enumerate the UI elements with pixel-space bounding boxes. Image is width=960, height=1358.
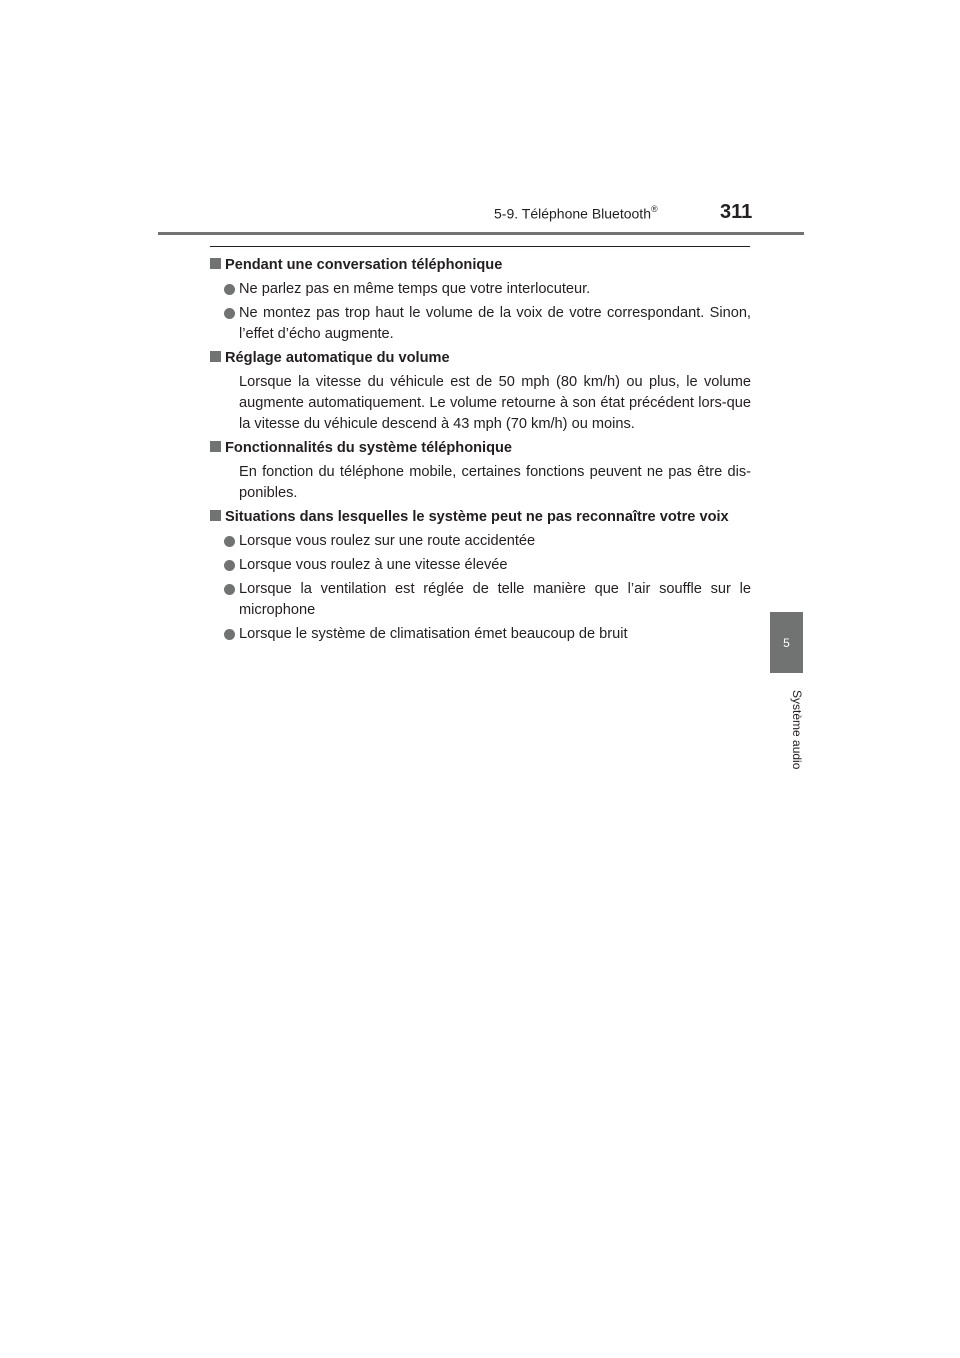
running-header	[494, 205, 658, 222]
section-heading-text: Pendant une conversation téléphonique	[225, 257, 503, 273]
section-heading-text: Situations dans lesquelles le système peut ne pas reconnaître votre voix	[225, 509, 729, 525]
circle-bullet-icon	[224, 584, 235, 595]
list-item	[210, 279, 751, 300]
list-item	[210, 579, 751, 621]
page-number: 311	[720, 201, 753, 223]
circle-bullet-icon	[224, 284, 235, 295]
chapter-number: 5	[783, 635, 790, 650]
list-item	[210, 555, 751, 576]
chapter-tab	[770, 612, 803, 673]
chapter-label: Système audio	[790, 690, 804, 770]
list-item	[210, 303, 751, 345]
section-heading	[210, 438, 751, 459]
circle-bullet-icon	[224, 629, 235, 640]
section-heading	[210, 348, 751, 369]
list-item-text: Lorsque la ventilation est réglée de telle manière que l’air souffle sur le microphone	[239, 581, 751, 618]
header-rule	[158, 232, 804, 235]
list-item-text: Lorsque le système de climatisation émet beaucoup de bruit	[239, 626, 628, 642]
list-item	[210, 531, 751, 552]
circle-bullet-icon	[224, 536, 235, 547]
square-bullet-icon	[210, 510, 221, 521]
section-heading	[210, 507, 751, 528]
circle-bullet-icon	[224, 560, 235, 571]
square-bullet-icon	[210, 441, 221, 452]
section-heading	[210, 255, 751, 276]
list-item-text: Lorsque vous roulez à une vitesse élevée	[239, 557, 508, 573]
page-content	[210, 255, 751, 648]
section-paragraph: Lorsque la vitesse du véhicule est de 50 mph (80 km/h) ou plus, le volume augmente automatiquement. Le volume retourne à son état précédent lors-que la vitesse du véhicule descend à 43 mph (70 km/h) ou moins.	[239, 374, 751, 432]
registered-mark: ®	[650, 204, 658, 214]
section-heading-text: Fonctionnalités du système téléphonique	[225, 440, 513, 456]
list-item	[210, 624, 751, 645]
circle-bullet-icon	[224, 308, 235, 319]
list-item-text: Lorsque vous roulez sur une route accidentée	[239, 533, 536, 549]
list-item-text: Ne parlez pas en même temps que votre interlocuteur.	[239, 281, 591, 297]
section-title: 5-9. Téléphone Bluetooth	[494, 205, 651, 222]
content-top-rule	[210, 246, 750, 247]
square-bullet-icon	[210, 351, 221, 362]
section-paragraph: En fonction du téléphone mobile, certaines fonctions peuvent ne pas être dis-ponibles.	[239, 464, 751, 501]
list-item-text: Ne montez pas trop haut le volume de la voix de votre correspondant. Sinon, l’effet d’écho augmente.	[239, 305, 751, 342]
section-heading-text: Réglage automatique du volume	[225, 350, 450, 366]
square-bullet-icon	[210, 258, 221, 269]
